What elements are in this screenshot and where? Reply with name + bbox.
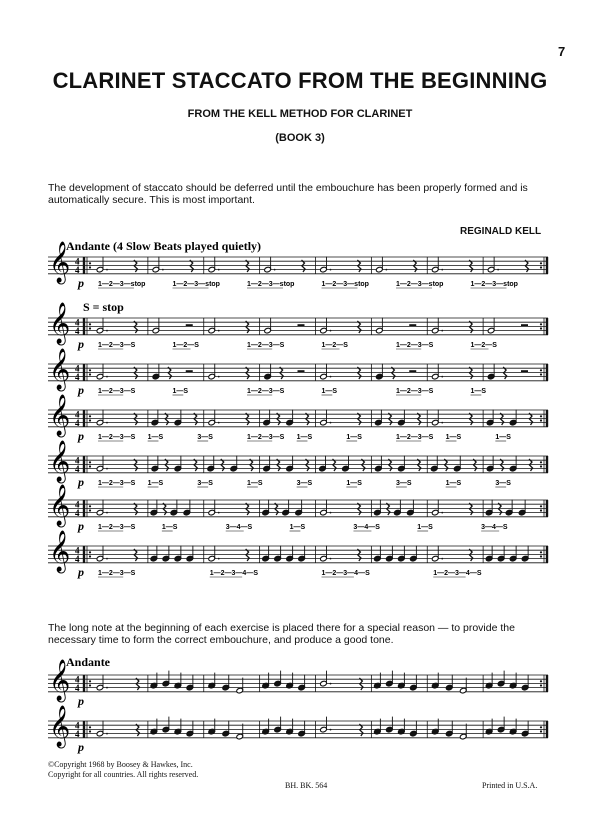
augmentation-dot xyxy=(106,468,108,470)
counting-label: 1—S xyxy=(495,434,511,441)
augmentation-dot xyxy=(441,269,443,271)
quarter-rest-icon xyxy=(165,459,169,471)
quarter-rest-icon xyxy=(473,459,477,471)
half-rest-icon xyxy=(298,370,305,372)
counting-label: 1—2—3—S xyxy=(247,388,285,395)
printed-in: Printed in U.S.A. xyxy=(482,781,538,790)
augmentation-dot xyxy=(441,376,443,378)
quarter-rest-icon xyxy=(359,724,363,736)
counting-label: 3—4—S xyxy=(481,524,508,531)
quarter-rest-icon xyxy=(357,413,361,425)
repeat-dot xyxy=(89,461,91,463)
repeat-dot xyxy=(540,266,542,268)
repeat-dot xyxy=(540,262,542,264)
repeat-dot xyxy=(540,327,542,329)
repeat-dot xyxy=(540,323,542,325)
repeat-dot xyxy=(540,551,542,553)
counting-label: 1—2—3—4—S xyxy=(209,570,258,577)
counting-label: 3—S xyxy=(495,480,511,487)
counting-label: 1—S xyxy=(417,524,433,531)
counting-label: 1—S xyxy=(445,480,462,487)
repeat-dot xyxy=(540,730,542,732)
quarter-rest-icon xyxy=(357,367,361,379)
time-signature-top: 4 xyxy=(75,409,80,420)
dynamic-marking: p xyxy=(78,276,84,290)
augmentation-dot xyxy=(106,330,108,332)
quarter-rest-icon xyxy=(246,321,250,333)
counting-label: 1—2—3—S xyxy=(98,570,136,577)
quarter-rest-icon xyxy=(306,459,310,471)
quarter-rest-icon xyxy=(134,260,138,272)
composer-name: REGINALD KELL xyxy=(460,226,542,237)
repeat-dot xyxy=(540,465,542,467)
augmentation-dot xyxy=(330,512,332,514)
time-signature-bottom: 4 xyxy=(75,326,80,336)
treble-clef-icon: 𝄞 xyxy=(49,242,71,283)
time-signature-bottom: 4 xyxy=(75,554,80,564)
counting-label: 1—S xyxy=(321,388,338,395)
copyright-line-1: ©Copyright 1968 by Boosey & Hawkes, Inc. xyxy=(48,760,193,769)
repeat-dot xyxy=(540,505,542,507)
quarter-rest-icon xyxy=(388,459,392,471)
half-rest-icon xyxy=(186,324,193,326)
quarter-rest-icon xyxy=(357,260,361,272)
dynamic-marking-2: p xyxy=(78,694,84,708)
counting-label: 1—2—3—S xyxy=(396,434,434,441)
treble-clef-icon: 𝄞 xyxy=(49,349,71,390)
counting-label: 1—2—3—stop xyxy=(247,281,295,288)
time-signature-bottom: 4 xyxy=(75,265,80,275)
repeat-dot xyxy=(89,680,91,682)
augmentation-dot xyxy=(441,512,443,514)
tempo-marking-2: Andante xyxy=(66,655,111,669)
quarter-rest-icon xyxy=(469,367,473,379)
copyright-line-2: Copyright for all countries. All rights reserved. xyxy=(48,770,199,779)
counting-label: 1—2—3—stop xyxy=(172,281,220,288)
repeat-dot xyxy=(89,323,91,325)
quarter-rest-icon xyxy=(388,413,392,425)
counting-label: 1—S xyxy=(147,434,164,441)
time-signature-top: 4 xyxy=(75,545,80,556)
counting-label: 1—2—3—4—S xyxy=(433,570,482,577)
augmentation-dot xyxy=(274,269,276,271)
augmentation-dot xyxy=(330,330,332,332)
quarter-rest-icon xyxy=(165,413,169,425)
counting-label: 1—2—S xyxy=(172,342,199,349)
augmentation-dot xyxy=(330,422,332,424)
quarter-rest-icon xyxy=(417,459,421,471)
half-rest-icon xyxy=(409,324,416,326)
repeat-dot xyxy=(89,730,91,732)
counting-label: 1—S xyxy=(346,434,362,441)
quarter-rest-icon xyxy=(194,413,198,425)
repeat-dot xyxy=(89,726,91,728)
quarter-rest-icon xyxy=(444,459,448,471)
augmentation-dot xyxy=(106,733,108,735)
repeat-dot xyxy=(89,373,91,375)
augmentation-dot xyxy=(218,422,220,424)
quarter-rest-icon xyxy=(333,459,337,471)
treble-clef-icon: 𝄞 xyxy=(49,441,71,482)
quarter-rest-icon xyxy=(357,503,361,515)
counting-label: 1—2—3—S xyxy=(396,388,434,395)
counting-label: 1—2—3—stop xyxy=(396,281,444,288)
treble-clef-icon: 𝄞 xyxy=(49,706,71,747)
counting-label: 1—S xyxy=(470,388,487,395)
repeat-dot xyxy=(540,726,542,728)
quarter-rest-icon xyxy=(469,549,473,561)
quarter-rest-icon xyxy=(134,367,138,379)
time-signature-bottom: 4 xyxy=(75,508,80,518)
quarter-rest-icon xyxy=(357,549,361,561)
counting-label: 1—S xyxy=(445,434,462,441)
quarter-rest-icon xyxy=(250,459,254,471)
augmentation-dot xyxy=(162,269,164,271)
quarter-rest-icon xyxy=(275,503,279,515)
book-label: (BOOK 3) xyxy=(275,132,325,144)
counting-label: 1—S xyxy=(289,524,306,531)
repeat-dot xyxy=(540,415,542,417)
repeat-dot xyxy=(89,509,91,511)
quarter-rest-icon xyxy=(194,459,198,471)
repeat-dot xyxy=(540,461,542,463)
counting-label: 1—S xyxy=(172,388,189,395)
counting-label: 1—2—3—4—S xyxy=(321,570,370,577)
repeat-dot xyxy=(540,509,542,511)
counting-label: 3—4—S xyxy=(225,524,253,531)
time-signature-bottom: 4 xyxy=(75,418,80,428)
dynamic-marking: p xyxy=(78,519,84,533)
quarter-rest-icon xyxy=(386,503,390,515)
counting-label: 1—2—3—stop xyxy=(321,281,369,288)
catalog-number: BH. BK. 564 xyxy=(285,781,328,790)
time-signature-top: 4 xyxy=(75,499,80,510)
counting-label: 1—2—3—S xyxy=(98,388,136,395)
augmentation-dot xyxy=(441,422,443,424)
repeat-dot xyxy=(89,327,91,329)
quarter-rest-icon xyxy=(413,260,417,272)
counting-label: 1—S xyxy=(296,434,313,441)
counting-label: 3—S xyxy=(296,480,313,487)
counting-label: 1—S xyxy=(346,480,362,487)
augmentation-dot xyxy=(497,269,499,271)
quarter-rest-icon xyxy=(306,413,310,425)
augmentation-dot xyxy=(106,376,108,378)
quarter-rest-icon xyxy=(277,459,281,471)
repeat-dot xyxy=(89,419,91,421)
repeat-dot xyxy=(89,505,91,507)
quarter-rest-icon xyxy=(500,459,504,471)
counting-label: 1—S xyxy=(247,480,263,487)
counting-label: 1—2—3—stop xyxy=(470,281,518,288)
counting-label: 1—2—3—S xyxy=(98,342,136,349)
quarter-rest-icon xyxy=(168,367,172,379)
quarter-rest-icon xyxy=(277,413,281,425)
quarter-rest-icon xyxy=(417,413,421,425)
quarter-rest-icon xyxy=(498,503,502,515)
page-title: CLARINET STACCATO FROM THE BEGINNING xyxy=(52,68,548,93)
counting-label: 1—2—3—S xyxy=(98,524,136,531)
treble-clef-icon: 𝄞 xyxy=(49,660,71,701)
counting-label: 1—S xyxy=(147,480,164,487)
counting-label: 1—2—3—S xyxy=(396,342,434,349)
time-signature-top: 4 xyxy=(75,363,80,374)
embouchure-paragraph: The long note at the beginning of each exercise is placed there for a special reason — to provide the necessary time to form the correct embouchure, and produce a good tone. xyxy=(48,622,515,646)
quarter-rest-icon xyxy=(136,678,140,690)
counting-label: 3—4—S xyxy=(353,524,380,531)
dynamic-marking: p xyxy=(78,383,84,397)
time-signature-top: 4 xyxy=(75,317,80,328)
augmentation-dot xyxy=(218,558,220,560)
counting-label: 1—2—3—S xyxy=(247,434,285,441)
counting-label: 3—S xyxy=(197,434,213,441)
counting-label: 1—2—3—stop xyxy=(98,281,146,288)
augmentation-dot xyxy=(441,558,443,560)
counting-label: 1—2—3—S xyxy=(98,480,136,487)
dynamic-marking: p xyxy=(78,565,84,579)
repeat-dot xyxy=(540,680,542,682)
intro-paragraph: The development of staccato should be deferred until the embouchure has been properly formed and is automatically secure. This is most important. xyxy=(48,182,528,206)
quarter-rest-icon xyxy=(469,503,473,515)
quarter-rest-icon xyxy=(134,321,138,333)
treble-clef-icon: 𝄞 xyxy=(49,485,71,526)
dynamic-marking: p xyxy=(78,429,84,443)
quarter-rest-icon xyxy=(359,678,363,690)
quarter-rest-icon xyxy=(134,459,138,471)
quarter-rest-icon xyxy=(221,459,225,471)
quarter-rest-icon xyxy=(246,413,250,425)
quarter-rest-icon xyxy=(163,503,167,515)
repeat-dot xyxy=(89,465,91,467)
augmentation-dot xyxy=(218,269,220,271)
quarter-rest-icon xyxy=(503,367,507,379)
quarter-rest-icon xyxy=(357,321,361,333)
quarter-rest-icon xyxy=(525,260,529,272)
stop-legend: S = stop xyxy=(83,300,124,314)
subtitle: FROM THE KELL METHOD FOR CLARINET xyxy=(187,108,413,120)
augmentation-dot xyxy=(218,330,220,332)
counting-label: 1—2—S xyxy=(321,342,348,349)
quarter-rest-icon xyxy=(190,260,194,272)
quarter-rest-icon xyxy=(391,367,395,379)
repeat-dot xyxy=(540,555,542,557)
augmentation-dot xyxy=(106,512,108,514)
augmentation-dot xyxy=(106,269,108,271)
quarter-rest-icon xyxy=(246,260,250,272)
counting-label: 1—2—S xyxy=(470,342,497,349)
time-signature-top: 4 xyxy=(75,720,80,731)
quarter-rest-icon xyxy=(469,413,473,425)
tempo-marking: Andante (4 Slow Beats played quietly) xyxy=(66,239,262,253)
quarter-rest-icon xyxy=(246,503,250,515)
counting-label: 1—S xyxy=(161,524,178,531)
repeat-dot xyxy=(89,551,91,553)
repeat-dot xyxy=(89,555,91,557)
augmentation-dot xyxy=(106,687,108,689)
augmentation-dot xyxy=(106,558,108,560)
augmentation-dot xyxy=(218,376,220,378)
counting-label: 3—S xyxy=(396,480,412,487)
page-number: 7 xyxy=(558,44,566,59)
quarter-rest-icon xyxy=(469,321,473,333)
counting-label: 1—2—3—S xyxy=(247,342,285,349)
repeat-dot xyxy=(540,373,542,375)
half-rest-icon xyxy=(409,370,416,372)
repeat-dot xyxy=(540,369,542,371)
treble-clef-icon: 𝄞 xyxy=(49,395,71,436)
repeat-dot xyxy=(89,262,91,264)
repeat-dot xyxy=(89,415,91,417)
quarter-rest-icon xyxy=(500,413,504,425)
quarter-rest-icon xyxy=(246,367,250,379)
time-signature-bottom: 4 xyxy=(75,729,80,739)
augmentation-dot xyxy=(330,558,332,560)
time-signature-top: 4 xyxy=(75,256,80,267)
half-rest-icon xyxy=(298,324,305,326)
quarter-rest-icon xyxy=(302,260,306,272)
quarter-rest-icon xyxy=(134,413,138,425)
dynamic-marking: p xyxy=(78,475,84,489)
quarter-rest-icon xyxy=(469,260,473,272)
repeat-dot xyxy=(89,684,91,686)
augmentation-dot xyxy=(441,330,443,332)
half-rest-icon xyxy=(186,370,193,372)
augmentation-dot xyxy=(330,269,332,271)
treble-clef-icon: 𝄞 xyxy=(49,531,71,572)
time-signature-bottom: 4 xyxy=(75,372,80,382)
time-signature-bottom: 4 xyxy=(75,464,80,474)
treble-clef-icon: 𝄞 xyxy=(49,303,71,344)
quarter-rest-icon xyxy=(134,503,138,515)
time-signature-bottom: 4 xyxy=(75,683,80,693)
quarter-rest-icon xyxy=(246,549,250,561)
repeat-dot xyxy=(540,419,542,421)
quarter-rest-icon xyxy=(529,459,533,471)
repeat-dot xyxy=(89,266,91,268)
quarter-rest-icon xyxy=(361,459,365,471)
repeat-dot xyxy=(540,684,542,686)
augmentation-dot xyxy=(106,422,108,424)
augmentation-dot xyxy=(330,729,332,731)
quarter-rest-icon xyxy=(529,413,533,425)
dynamic-marking-2: p xyxy=(78,740,84,754)
repeat-dot xyxy=(89,369,91,371)
counting-label: 3—S xyxy=(197,480,213,487)
quarter-rest-icon xyxy=(280,367,284,379)
half-rest-icon xyxy=(521,370,528,372)
time-signature-top: 4 xyxy=(75,455,80,466)
quarter-rest-icon xyxy=(136,724,140,736)
augmentation-dot xyxy=(330,376,332,378)
counting-label: 1—2—3—S xyxy=(98,434,136,441)
dynamic-marking: p xyxy=(78,337,84,351)
augmentation-dot xyxy=(218,512,220,514)
half-rest-icon xyxy=(521,324,528,326)
augmentation-dot xyxy=(330,683,332,685)
time-signature-top: 4 xyxy=(75,674,80,685)
quarter-rest-icon xyxy=(134,549,138,561)
augmentation-dot xyxy=(385,269,387,271)
